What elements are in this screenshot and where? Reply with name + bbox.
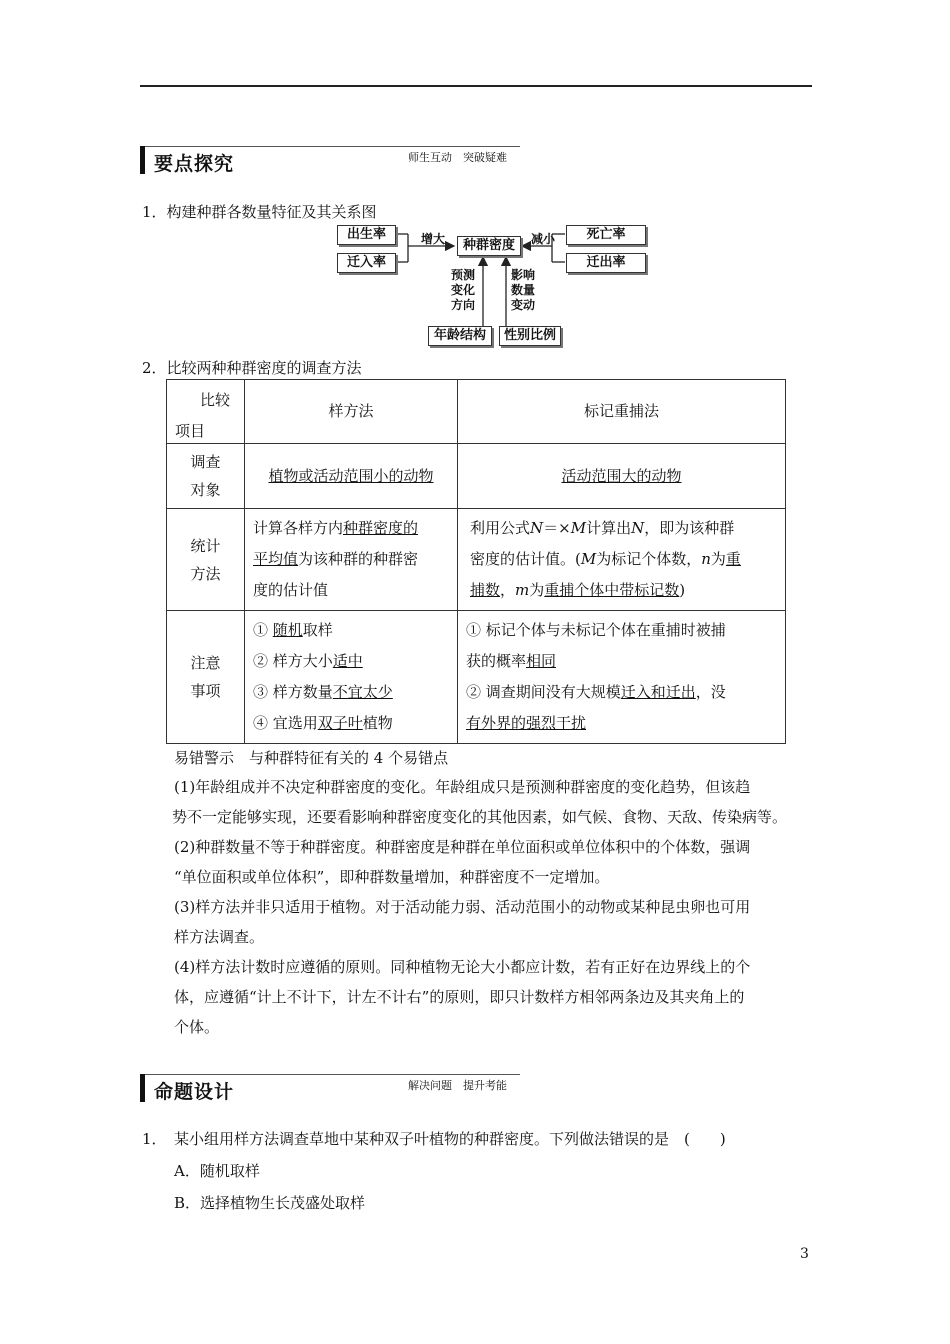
warning-line: 个体。 xyxy=(174,1018,220,1036)
note-text-underlined: 有外界的强烈干扰 xyxy=(466,714,587,732)
note-text-underlined: 随机 xyxy=(272,621,303,639)
note-text: ② 调查期间没有大规模 xyxy=(466,683,621,701)
page-number: 3 xyxy=(800,1246,809,1262)
warning-line: “单位面积或单位体积”，即种群数量增加，种群密度不一定增加。 xyxy=(174,868,610,886)
note-text: ③ 样方数量 xyxy=(253,683,333,701)
row-head-statistics xyxy=(167,509,245,611)
cell-text: 利用公式 xyxy=(470,519,531,537)
cell-text: 密度的估计值。( xyxy=(470,550,581,568)
affect-label-3: 变动 xyxy=(510,298,535,312)
option-a: A．随机取样 xyxy=(174,1162,260,1180)
section-title: 要点探究 xyxy=(154,153,235,175)
section-rule xyxy=(145,1074,520,1075)
section-header-question-design xyxy=(140,1074,520,1102)
comparison-table xyxy=(166,379,786,744)
corner-top: 比较 xyxy=(199,391,230,409)
note-text: ① xyxy=(253,621,273,639)
row-head-line: 事项 xyxy=(190,682,221,700)
note-text: 获的概率 xyxy=(466,652,527,670)
note-line xyxy=(253,646,449,677)
row-head-line: 调查 xyxy=(190,453,221,471)
death-rate-box: 死亡率 xyxy=(566,225,646,245)
var-m: M xyxy=(580,550,597,568)
cell-text-underlined: 捕数 xyxy=(470,581,501,599)
row-head-notes xyxy=(167,611,245,744)
warning-line: (1)年龄组成并不决定种群密度的变化。年龄组成只是预测种群密度的变化趋势，但该趋 xyxy=(174,778,751,796)
note-line xyxy=(466,677,777,708)
birth-rate-box: 出生率 xyxy=(337,225,396,245)
cell-subject-quadrat xyxy=(245,444,458,509)
row-head-line: 统计 xyxy=(190,536,221,555)
var-n: N xyxy=(530,519,544,537)
warning-line: (3)样方法并非只适用于植物。对于活动能力弱、活动范围小的动物或某种昆虫卵也可用 xyxy=(174,898,751,916)
var-m: m xyxy=(515,581,530,599)
population-density-box: 种群密度 xyxy=(457,236,521,256)
row-head-line: 方法 xyxy=(190,564,221,583)
section-subtitle: 解决问题 提升考能 xyxy=(408,1079,507,1092)
note-text-underlined: 迁入和迁出 xyxy=(620,683,696,701)
question-stem: 1． 某小组用样方法调查草地中某种双子叶植物的种群密度。下列做法错误的是 ( ) xyxy=(142,1130,726,1148)
decrease-label: 减小 xyxy=(531,232,556,246)
increase-label: 增大 xyxy=(421,232,446,246)
var-m: M xyxy=(570,519,587,537)
table-row xyxy=(167,380,786,444)
cell-text-underlined: 重 xyxy=(725,550,741,568)
note-line xyxy=(253,677,449,708)
affect-label-1: 影响 xyxy=(510,268,535,282)
cell-subject-mark xyxy=(458,444,786,509)
row-head-line: 注意 xyxy=(190,654,221,672)
emigration-rate-box: 迁出率 xyxy=(566,253,646,273)
note-text-underlined: 相同 xyxy=(526,652,557,670)
note-line xyxy=(253,615,449,646)
warning-list xyxy=(174,772,824,1042)
cell-text: ＝× xyxy=(543,519,571,537)
warning-line: 体，应遵循“计上不计下，计左不计右”的原则，即只计数样方相邻两条边及其夹角上的 xyxy=(174,988,745,1006)
cell-text: ， xyxy=(500,581,516,599)
warning-line: 势不一定能够实现，还要看影响种群密度变化的其他因素，如气候、食物、天敌、传染病等。 xyxy=(172,808,788,826)
sex-ratio-box: 性别比例 xyxy=(499,326,561,346)
cell-statistics-quadrat xyxy=(245,509,458,611)
cell-text-underlined: 平均值 xyxy=(253,550,299,568)
option-b: B．选择植物生长茂盛处取样 xyxy=(174,1194,366,1212)
item1-title: 1．构建种群各数量特征及其关系图 xyxy=(142,203,377,221)
warning-title: 易错警示 与种群特征有关的 4 个易错点 xyxy=(174,749,449,767)
affect-label xyxy=(510,268,536,313)
cell-text: 为 xyxy=(710,550,726,568)
immigration-rate-box: 迁入率 xyxy=(337,253,396,273)
note-text-underlined: 双子叶 xyxy=(317,714,363,732)
col-quadrat-method: 样方法 xyxy=(245,380,458,444)
cell-text-underlined: 种群密度的 xyxy=(343,519,419,537)
var-n: n xyxy=(701,550,711,568)
age-structure-box: 年龄结构 xyxy=(428,326,492,346)
cell-notes-quadrat xyxy=(245,611,458,744)
note-line: ① 标记个体与未标记个体在重捕时被捕 xyxy=(466,621,726,639)
corner-bottom: 项目 xyxy=(175,422,206,440)
cell-notes-mark xyxy=(458,611,786,744)
predict-label-2: 变化 xyxy=(450,283,475,297)
cell-text: ，即为该种群 xyxy=(644,519,735,537)
cell-text-underlined: 重捕个体中带标记数 xyxy=(544,581,680,599)
warning-line: (4)样方法计数时应遵循的原则。同种植物无论大小都应计数，若有正好在边界线上的个 xyxy=(174,958,751,976)
note-line xyxy=(466,646,777,677)
cell-text: ) xyxy=(679,581,686,599)
cell-text: 为 xyxy=(529,581,545,599)
note-line xyxy=(466,708,777,739)
note-text: ④ 宜选用 xyxy=(253,714,318,732)
affect-label-2: 数量 xyxy=(510,283,535,297)
table-row xyxy=(167,509,786,611)
col-mark-recapture: 标记重捕法 xyxy=(458,380,786,444)
row-head-line: 对象 xyxy=(190,481,221,499)
cell-text: 计算出 xyxy=(586,519,632,537)
row-head-subject xyxy=(167,444,245,509)
section-title: 命题设计 xyxy=(154,1081,235,1103)
note-text: ② 样方大小 xyxy=(253,652,333,670)
cell-text: 植物或活动范围小的动物 xyxy=(268,466,434,485)
predict-label xyxy=(450,268,476,313)
predict-label-1: 预测 xyxy=(450,268,475,282)
corner-cell xyxy=(167,380,245,444)
predict-label-3: 方向 xyxy=(450,298,475,312)
section-subtitle: 师生互动 突破疑难 xyxy=(408,151,507,164)
table-row xyxy=(167,611,786,744)
cell-statistics-mark xyxy=(458,509,786,611)
cell-text: 计算各样方内 xyxy=(253,519,344,537)
cell-text: 活动范围大的动物 xyxy=(561,466,682,485)
note-text: ，没 xyxy=(695,683,726,701)
cell-text: 为该种群的种群密 xyxy=(298,550,419,568)
table-row xyxy=(167,444,786,509)
item2-title: 2．比较两种种群密度的调查方法 xyxy=(142,359,362,377)
note-text: 取样 xyxy=(302,621,333,639)
note-text-underlined: 不宜太少 xyxy=(332,683,393,701)
note-text-underlined: 适中 xyxy=(332,652,363,670)
cell-text: 度的估计值 xyxy=(253,581,329,599)
note-line xyxy=(253,708,449,739)
cell-text: 为标记个体数， xyxy=(596,550,702,568)
warning-line: 样方法调查。 xyxy=(174,928,265,946)
var-n: N xyxy=(631,519,645,537)
note-text: 植物 xyxy=(362,714,393,732)
section-bar xyxy=(140,1074,145,1102)
warning-line: (2)种群数量不等于种群密度。种群密度是种群在单位面积或单位体积中的个体数，强调 xyxy=(174,838,751,856)
